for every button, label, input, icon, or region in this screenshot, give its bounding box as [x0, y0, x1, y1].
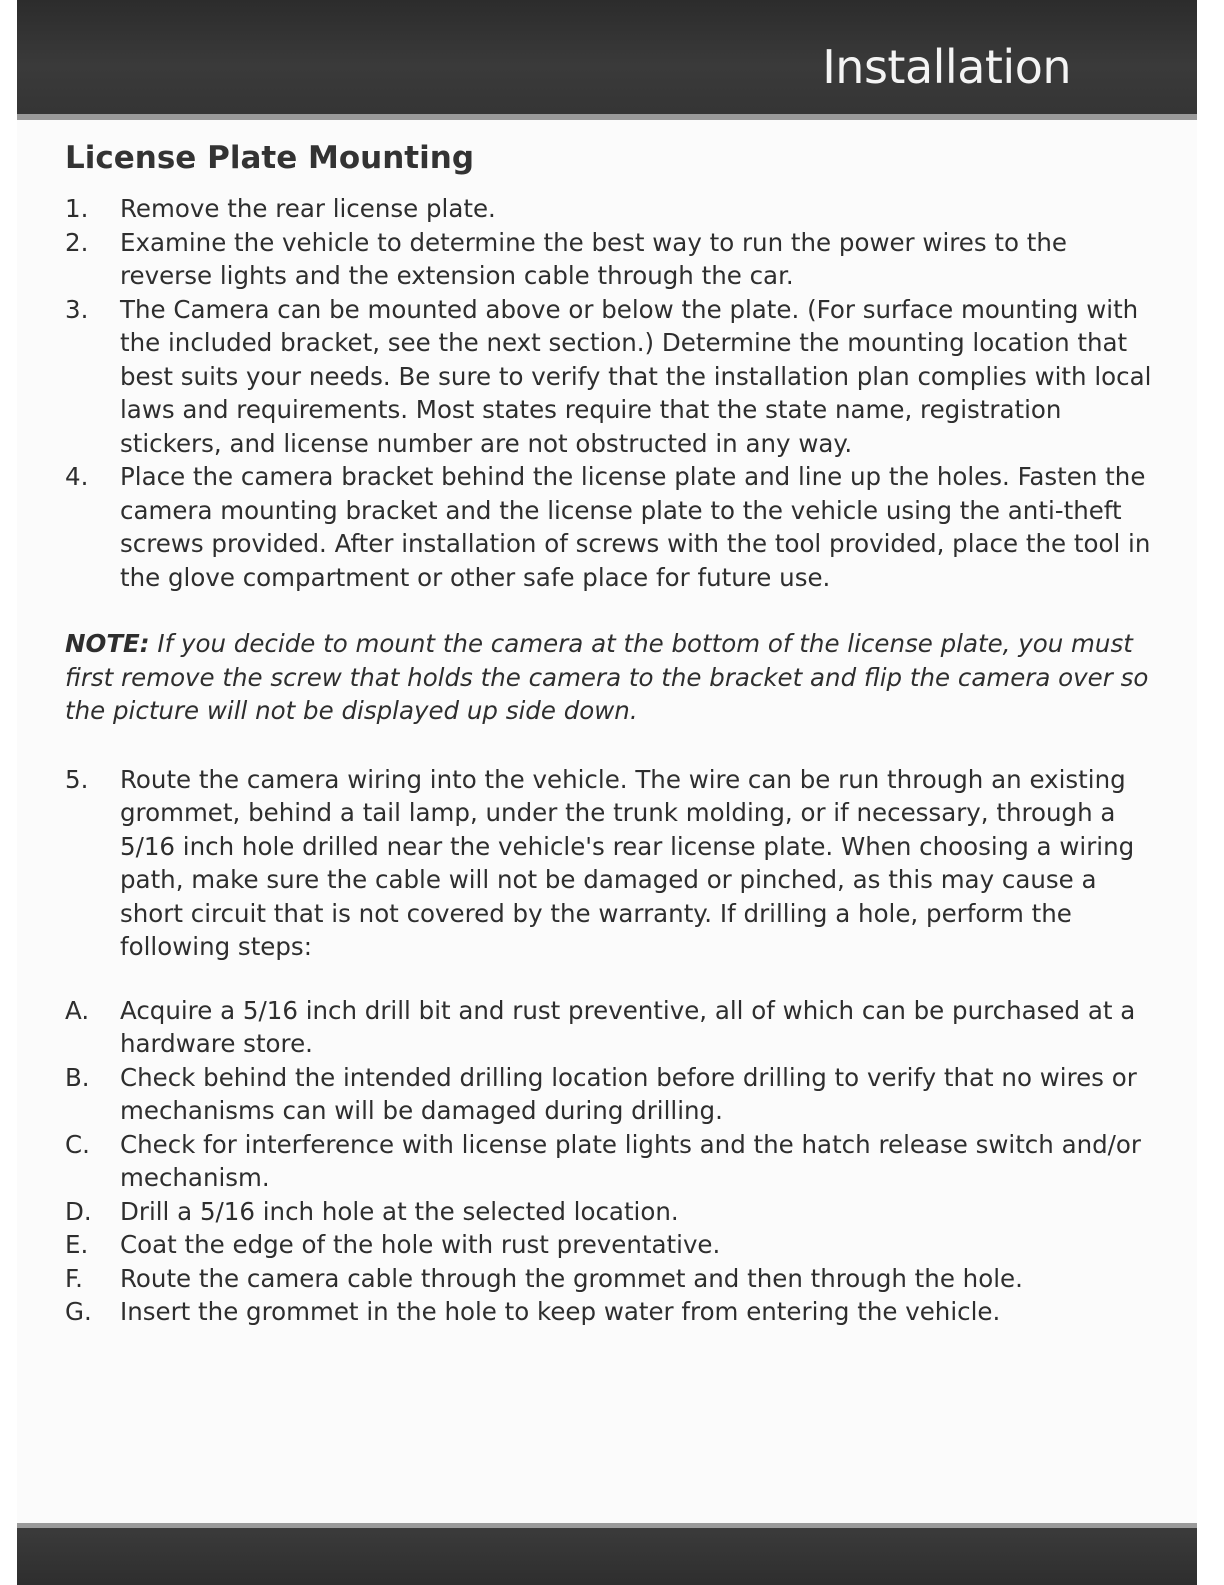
list-marker: A. [65, 995, 90, 1025]
list-text: Drill a 5/16 inch hole at the selected location. [120, 1196, 679, 1226]
list-marker: C. [65, 1129, 90, 1159]
section-title: License Plate Mounting [65, 140, 475, 176]
list-text: Route the camera wiring into the vehicle. The wire can be run through an existing grommet, behind a tail lamp, under the trunk molding, or if necessary, through a 5/16 inch hole drilled near the vehicle's rear license plate. When choosing a wiring path, make sure the cable will not be damaged or pinched, as this may cause a short circuit that is not covered by the warranty. If drilling a hole, perform the following steps: [120, 764, 1135, 961]
page-title: Installation [822, 40, 1071, 94]
list-item [65, 1228, 1155, 1262]
list-item [65, 226, 1155, 293]
footer-band [17, 1523, 1197, 1585]
list-text: Place the camera bracket behind the license plate and line up the holes. Fasten the camera mounting bracket and the license plate to the vehicle using the anti-theft screws provided. After installation of screws with the tool provided, place the tool in the glove compartment or other safe place for future use. [120, 462, 1151, 592]
list-item [65, 1061, 1155, 1128]
list-item [65, 1295, 1155, 1329]
list-marker: F. [65, 1263, 83, 1293]
list-text: Check behind the intended drilling location before drilling to verify that no wires or mechanisms can will be damaged during drilling. [120, 1062, 1137, 1125]
substeps-list [65, 994, 1155, 1329]
list-item [65, 460, 1155, 594]
list-text: Examine the vehicle to determine the best way to run the power wires to the reverse lights and the extension cable through the car. [120, 227, 1068, 290]
list-item [65, 994, 1155, 1061]
list-item [65, 763, 1155, 964]
list-text: Remove the rear license plate. [120, 194, 496, 223]
list-text: Insert the grommet in the hole to keep water from entering the vehicle. [120, 1297, 1001, 1326]
note-label: NOTE: [65, 629, 150, 658]
list-marker: 4. [65, 462, 89, 491]
steps-list-1 [65, 192, 1155, 594]
list-text: Coat the edge of the hole with rust preventative. [120, 1230, 721, 1259]
list-marker: E. [65, 1230, 89, 1259]
note-text: If you decide to mount the camera at the bottom of the license plate, you must first remove the screw that holds the camera to the bracket and flip the camera over so the picture will not be displayed up side down. [65, 629, 1149, 725]
header-band [17, 0, 1197, 120]
manual-page [17, 0, 1197, 1585]
list-item [65, 1128, 1155, 1195]
list-item [65, 293, 1155, 461]
list-marker: 1. [65, 194, 89, 223]
list-text: Check for interference with license plate lights and the hatch release switch and/or mechanism. [120, 1129, 1141, 1192]
list-marker: G. [65, 1297, 92, 1326]
list-text: The Camera can be mounted above or below the plate. (For surface mounting with the included bracket, see the next section.) Determine the mounting location that best suits your needs. Be sure to verify that the installation plan complies with local laws and requirements. Most states require that the state name, registration stickers, and license number are not obstructed in any way. [120, 294, 1152, 458]
list-item [65, 1262, 1155, 1296]
list-item [65, 192, 1155, 226]
page-content [65, 138, 1155, 1329]
list-marker: B. [65, 1062, 90, 1092]
steps-list-2 [65, 763, 1155, 964]
spacer [65, 964, 1155, 994]
list-item [65, 1195, 1155, 1229]
list-text: Acquire a 5/16 inch drill bit and rust preventive, all of which can be purchased at a hardware store. [120, 995, 1136, 1058]
list-text: Route the camera cable through the grommet and then through the hole. [120, 1263, 1023, 1293]
list-marker: 5. [65, 764, 89, 794]
list-marker: D. [65, 1196, 92, 1226]
list-marker: 2. [65, 227, 89, 257]
list-marker: 3. [65, 294, 89, 324]
note-paragraph [65, 627, 1155, 728]
